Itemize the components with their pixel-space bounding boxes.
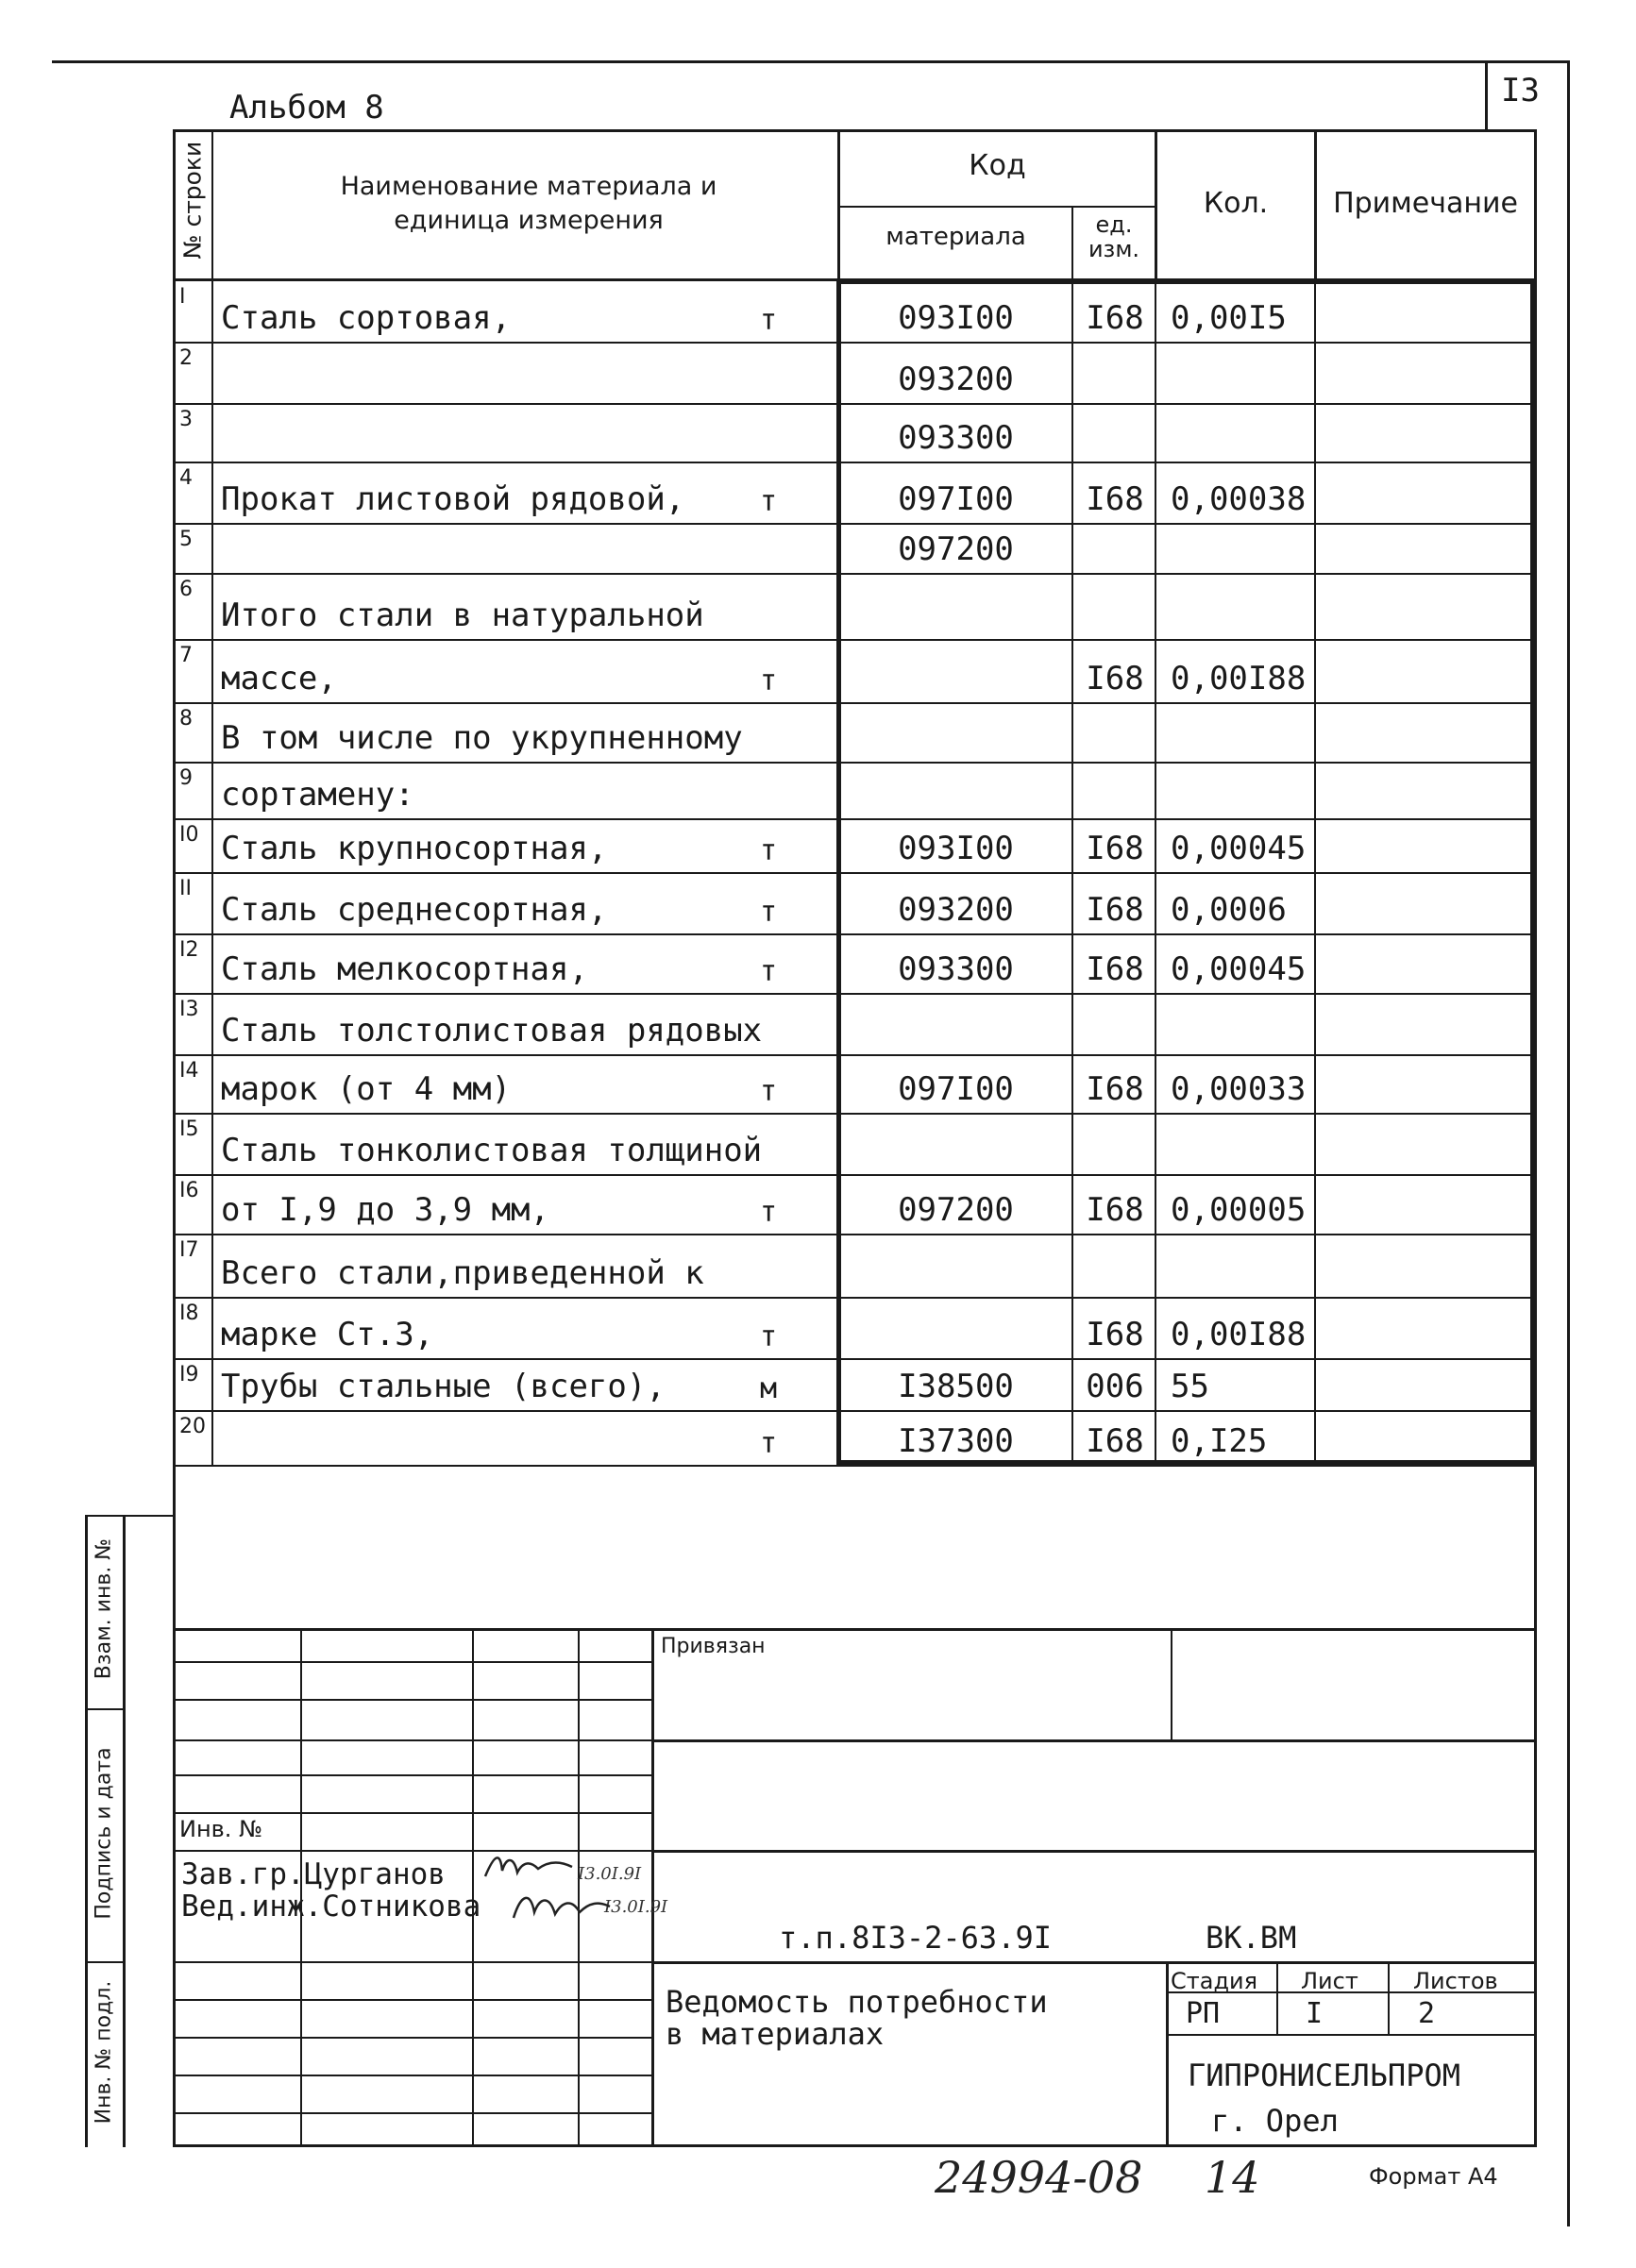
- quantity: 0,00033: [1171, 1070, 1307, 1108]
- unit-short: [760, 994, 788, 1050]
- stamp-title-top: [651, 1961, 1534, 1964]
- material-name: Сталь сортовая,: [221, 299, 512, 337]
- quantity: 0,00I88: [1171, 1316, 1307, 1353]
- frame-bottom: [173, 2144, 1534, 2147]
- stage-value: РП: [1186, 1997, 1221, 2030]
- material-name: [221, 343, 787, 398]
- format-label: Формат А4: [1369, 2163, 1498, 2190]
- material-name: Сталь тонколистовая толщиной: [221, 1132, 763, 1169]
- unit-short: [760, 1114, 788, 1169]
- quantity: 0,00038: [1171, 480, 1307, 518]
- unit-code: I68: [1086, 1070, 1144, 1108]
- stage-header: Стадия: [1171, 1968, 1258, 1994]
- unit-short: [760, 1235, 788, 1292]
- unit-short: [760, 404, 788, 457]
- stamp-sheet-vert: [1276, 1961, 1278, 2034]
- row-number: I3: [179, 998, 199, 1021]
- unit-short: т: [760, 834, 778, 867]
- unit-code: I68: [1086, 830, 1144, 867]
- row-number: 4: [179, 466, 193, 490]
- unit-short: т: [760, 1196, 778, 1229]
- material-name: Трубы стальные (всего),: [221, 1368, 666, 1405]
- material-code: 093I00: [898, 830, 1014, 867]
- material-name: [221, 524, 787, 568]
- material-name: Сталь толстолистовая рядовых: [221, 1012, 763, 1050]
- material-code: 097I00: [898, 1070, 1014, 1108]
- quantity: 0,00I88: [1171, 660, 1307, 697]
- privyazan-label: Привязан: [661, 1635, 766, 1658]
- header-unit: ед. изм.: [1088, 211, 1140, 262]
- material-name: [221, 404, 787, 457]
- unit-short: т: [760, 664, 778, 697]
- row-number: 3: [179, 408, 193, 431]
- stamp-left-split: [651, 1628, 654, 2147]
- designation: т.п.8I3-2-63.9I: [779, 1920, 1052, 1956]
- unit-short: т: [760, 1320, 778, 1353]
- stamp-grid-row-2: [173, 1739, 651, 1741]
- row-number: I9: [179, 1363, 199, 1386]
- stamp-grid-row-4: [173, 1812, 651, 1814]
- unit-short: т: [760, 1075, 778, 1108]
- unit-code: I68: [1086, 891, 1144, 929]
- sheets-header: Листов: [1413, 1968, 1498, 1994]
- material-name: сортамену:: [221, 776, 414, 814]
- inv-no-label: Инв. №: [179, 1816, 263, 1842]
- quantity: 0,0006: [1171, 891, 1287, 929]
- handwritten-number: 24994-08: [935, 2152, 1143, 2203]
- body-col-rowno: [211, 279, 213, 1465]
- quantity: 0,I25: [1171, 1422, 1268, 1460]
- sheet-number-box-left: [1485, 60, 1488, 132]
- sheet-number-box-right: [1567, 60, 1570, 132]
- quantity: 0,00I5: [1171, 299, 1287, 337]
- stamp-right-cell-split: [1171, 1628, 1172, 1741]
- sheet-number: I3: [1501, 72, 1540, 109]
- stamp-grid-row-10: [173, 2112, 651, 2114]
- material-name: Сталь среднесортная,: [221, 891, 608, 929]
- unit-short: т: [760, 1427, 778, 1460]
- frame-top: [173, 129, 1534, 132]
- unit-short: м: [760, 1372, 778, 1405]
- row-number: 2: [179, 346, 193, 370]
- row-number: I2: [179, 938, 199, 962]
- unit-short: [760, 763, 788, 814]
- frame-left: [173, 129, 176, 2147]
- sheet-header: Лист: [1301, 1968, 1358, 1994]
- stamp-grid-row-3: [173, 1774, 651, 1776]
- header-code: Код: [969, 149, 1026, 182]
- unit-code: 006: [1086, 1368, 1144, 1405]
- row-number: 6: [179, 578, 193, 601]
- header-row-number: № строки: [178, 141, 207, 260]
- document-title: Ведомость потребности в материалах: [666, 1984, 1048, 2052]
- material-name: Сталь крупносортная,: [221, 830, 608, 867]
- zav-gr-signer: Зав.гр.Цурганов: [181, 1857, 446, 1891]
- stamp-grid-row-5: [173, 1850, 651, 1852]
- quantity: 55: [1171, 1368, 1209, 1405]
- material-code: 097I00: [898, 480, 1014, 518]
- stamp-grid-row-1: [173, 1699, 651, 1701]
- material-name: Сталь мелкосортная,: [221, 950, 588, 988]
- unit-code: I68: [1086, 1316, 1144, 1353]
- side-label-vzam: Взам. инв. №: [92, 1537, 116, 1680]
- code-block-border: [836, 279, 1535, 1465]
- quantity: 0,00045: [1171, 830, 1307, 867]
- stamp-mid-line: [651, 1739, 1534, 1742]
- unit-short: т: [760, 485, 778, 518]
- material-name: от I,9 до 3,9 мм,: [221, 1191, 549, 1229]
- stamp-grid-row-7: [173, 1999, 651, 2001]
- material-name: Прокат листовой рядовой,: [221, 480, 685, 518]
- header-qty: Кол.: [1203, 187, 1269, 220]
- quantity: 0,00045: [1171, 950, 1307, 988]
- unit-code: I68: [1086, 480, 1144, 518]
- sheet-value: I: [1306, 1997, 1324, 2030]
- stamp-designation-top: [651, 1850, 1534, 1853]
- unit-short: т: [760, 304, 778, 337]
- signature-2: [510, 1886, 614, 1924]
- outer-right-line: [1567, 129, 1570, 2226]
- side-label-podpis: Подпись и дата: [92, 1747, 116, 1920]
- row-number: I4: [179, 1059, 199, 1083]
- zav-gr-date: I3.0I.9I: [578, 1864, 642, 1884]
- row-number: I8: [179, 1302, 199, 1325]
- ved-inzh-date: I3.0I.9I: [604, 1897, 668, 1917]
- row-number: I6: [179, 1179, 199, 1202]
- row-number: I7: [179, 1238, 199, 1262]
- side-label-inv-podl: Инв. № подл.: [92, 1980, 116, 2125]
- material-name: массе,: [221, 660, 337, 697]
- material-name: марке Ст.3,: [221, 1316, 434, 1353]
- material-code: 093300: [898, 950, 1014, 988]
- row-number: 8: [179, 707, 193, 731]
- unit-short: [760, 524, 788, 568]
- material-code: I38500: [898, 1368, 1014, 1405]
- quantity: 0,00005: [1171, 1191, 1307, 1229]
- row-number: I5: [179, 1117, 199, 1141]
- stamp-sheets-vert: [1388, 1961, 1390, 2034]
- unit-code: I68: [1086, 299, 1144, 337]
- material-code: 097200: [898, 1191, 1014, 1229]
- material-name: марок (от 4 мм): [221, 1070, 512, 1108]
- unit-short: т: [760, 896, 778, 929]
- organization: ГИПРОНИСЕЛЬПРОМ: [1188, 2058, 1460, 2093]
- stamp-grid-row-8: [173, 2037, 651, 2039]
- unit-short: [760, 703, 788, 757]
- row-number: 5: [179, 528, 193, 551]
- handwritten-page: 14: [1205, 2152, 1260, 2203]
- material-code: I37300: [898, 1422, 1014, 1460]
- unit-code: I68: [1086, 660, 1144, 697]
- header-note: Примечание: [1333, 187, 1518, 220]
- header-name: Наименование материала и единица измерения: [340, 172, 717, 235]
- stamp-col-2: [472, 1628, 474, 2147]
- material-code: 093300: [898, 419, 1014, 457]
- stamp-grid-row-0: [173, 1661, 651, 1663]
- unit-code: I68: [1086, 1191, 1144, 1229]
- material-code: 093200: [898, 361, 1014, 398]
- ved-inzh-signer: Вед.инж.Сотникова: [181, 1890, 481, 1924]
- row-number: 20: [179, 1415, 206, 1438]
- stamp-grid-row-9: [173, 2075, 651, 2076]
- material-name: В том числе по укрупненному: [221, 719, 743, 757]
- material-code: 097200: [898, 530, 1014, 568]
- city: г. Орел: [1211, 2103, 1339, 2139]
- unit-short: т: [760, 955, 778, 988]
- row-number: I0: [179, 823, 199, 847]
- material-code: 093200: [898, 891, 1014, 929]
- material-name: Итого стали в натуральной: [221, 596, 704, 634]
- unit-short: [760, 574, 788, 634]
- mark: ВК.ВМ: [1206, 1920, 1297, 1956]
- sheets-value: 2: [1418, 1997, 1436, 2030]
- signature-1: [481, 1848, 576, 1882]
- album-label: Альбом 8: [229, 89, 384, 126]
- row-number: II: [179, 877, 192, 900]
- material-code: 093I00: [898, 299, 1014, 337]
- row-number: 7: [179, 644, 193, 667]
- unit-code: I68: [1086, 1422, 1144, 1460]
- header-material: материала: [885, 223, 1026, 251]
- header-code-split: [837, 206, 1156, 208]
- material-name: [221, 1411, 787, 1460]
- side-strip-left: [85, 1515, 88, 2147]
- stamp-grid-row-6: [173, 1961, 651, 1963]
- top-border: [52, 60, 1567, 63]
- row-number: 9: [179, 766, 193, 790]
- unit-code: I68: [1086, 950, 1144, 988]
- unit-short: [760, 343, 788, 398]
- table-row-line: [173, 1465, 1534, 1467]
- stamp-right-vert: [1166, 1961, 1169, 2147]
- material-name: Всего стали,приведенной к: [221, 1254, 704, 1292]
- row-number: I: [179, 285, 186, 309]
- stamp-stage-row-bottom: [1166, 2034, 1534, 2036]
- stamp-top: [173, 1628, 1534, 1631]
- side-strip-right: [123, 1515, 126, 2147]
